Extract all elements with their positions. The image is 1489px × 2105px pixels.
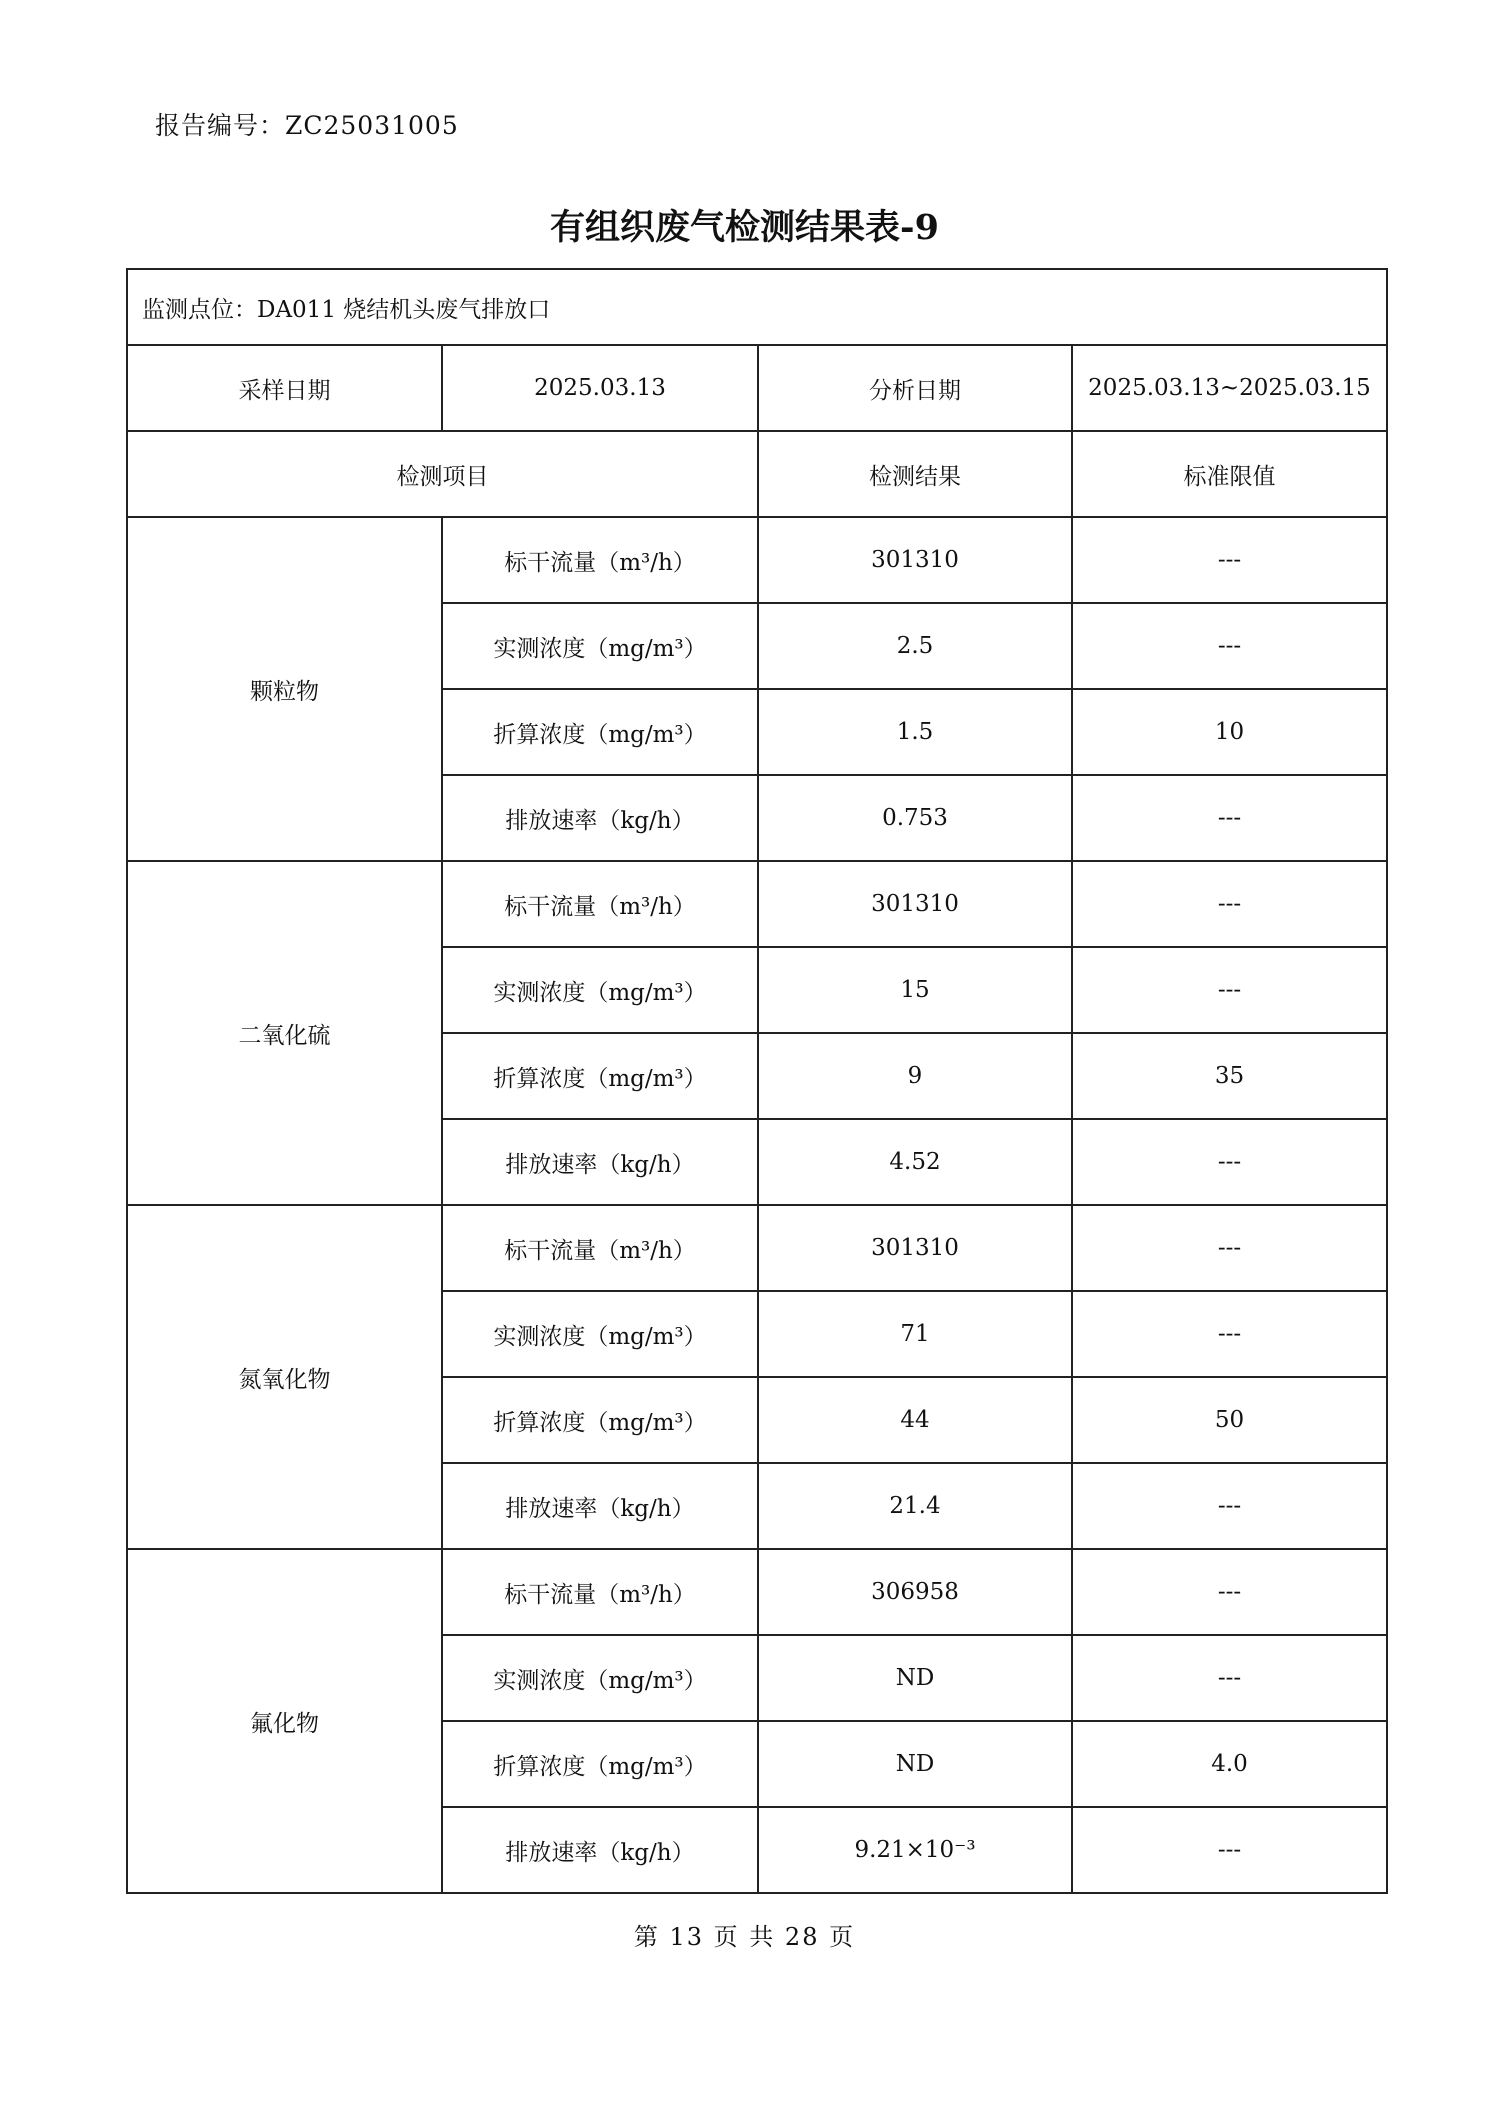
analysis-date: 2025.03.13~2025.03.15: [1072, 345, 1387, 431]
limit-value: ---: [1072, 1635, 1387, 1721]
report-number: 报告编号：ZC25031005: [155, 111, 459, 140]
result-value: 4.52: [758, 1119, 1072, 1205]
result-value: ND: [758, 1635, 1072, 1721]
limit-value: 50: [1072, 1377, 1387, 1463]
limit-value: ---: [1072, 861, 1387, 947]
sampling-date: 2025.03.13: [442, 345, 758, 431]
pollutant-name: 二氧化硫: [127, 861, 442, 1205]
limit-value: ---: [1072, 517, 1387, 603]
param-label: 折算浓度（mg/m³）: [442, 1377, 758, 1463]
limit-value: ---: [1072, 1205, 1387, 1291]
result-value: ND: [758, 1721, 1072, 1807]
sampling-date-label: 采样日期: [127, 345, 442, 431]
column-header-limit: 标准限值: [1072, 431, 1387, 517]
result-value: 301310: [758, 517, 1072, 603]
param-label: 标干流量（m³/h）: [442, 1205, 758, 1291]
result-value: 21.4: [758, 1463, 1072, 1549]
result-value: 1.5: [758, 689, 1072, 775]
pollutant-name: 氟化物: [127, 1549, 442, 1893]
results-table: [126, 268, 1388, 1894]
limit-value: ---: [1072, 1119, 1387, 1205]
table-row: [127, 517, 1387, 603]
result-value: 2.5: [758, 603, 1072, 689]
param-label: 排放速率（kg/h）: [442, 1463, 758, 1549]
table-row: [127, 1549, 1387, 1635]
limit-value: ---: [1072, 1549, 1387, 1635]
param-label: 排放速率（kg/h）: [442, 775, 758, 861]
result-value: 44: [758, 1377, 1072, 1463]
param-label: 实测浓度（mg/m³）: [442, 947, 758, 1033]
param-label: 标干流量（m³/h）: [442, 861, 758, 947]
limit-value: 10: [1072, 689, 1387, 775]
site-row: [127, 269, 1387, 345]
limit-value: ---: [1072, 1807, 1387, 1893]
limit-value: ---: [1072, 1463, 1387, 1549]
pollutant-name: 颗粒物: [127, 517, 442, 861]
limit-value: ---: [1072, 603, 1387, 689]
result-value: 9: [758, 1033, 1072, 1119]
pollutant-name: 氮氧化物: [127, 1205, 442, 1549]
param-label: 标干流量（m³/h）: [442, 517, 758, 603]
param-label: 标干流量（m³/h）: [442, 1549, 758, 1635]
result-value: 15: [758, 947, 1072, 1033]
limit-value: ---: [1072, 1291, 1387, 1377]
limit-value: ---: [1072, 775, 1387, 861]
param-label: 排放速率（kg/h）: [442, 1119, 758, 1205]
analysis-date-label: 分析日期: [758, 345, 1072, 431]
table-row: [127, 861, 1387, 947]
result-value: 71: [758, 1291, 1072, 1377]
date-row: [127, 345, 1387, 431]
param-label: 实测浓度（mg/m³）: [442, 1635, 758, 1721]
column-header-item: 检测项目: [127, 431, 758, 517]
result-value: 301310: [758, 861, 1072, 947]
column-header-row: [127, 431, 1387, 517]
param-label: 折算浓度（mg/m³）: [442, 1033, 758, 1119]
result-value: 0.753: [758, 775, 1072, 861]
param-label: 折算浓度（mg/m³）: [442, 689, 758, 775]
param-label: 折算浓度（mg/m³）: [442, 1721, 758, 1807]
param-label: 实测浓度（mg/m³）: [442, 603, 758, 689]
column-header-result: 检测结果: [758, 431, 1072, 517]
page-title: 有组织废气检测结果表-9: [550, 207, 939, 248]
param-label: 排放速率（kg/h）: [442, 1807, 758, 1893]
table-row: [127, 1205, 1387, 1291]
page-number: 第 13 页 共 28 页: [633, 1923, 856, 1951]
param-label: 实测浓度（mg/m³）: [442, 1291, 758, 1377]
monitoring-site: 监测点位：DA011 烧结机头废气排放口: [127, 269, 1387, 345]
limit-value: 4.0: [1072, 1721, 1387, 1807]
result-value: 9.21×10⁻³: [758, 1807, 1072, 1893]
result-value: 306958: [758, 1549, 1072, 1635]
limit-value: ---: [1072, 947, 1387, 1033]
result-value: 301310: [758, 1205, 1072, 1291]
limit-value: 35: [1072, 1033, 1387, 1119]
